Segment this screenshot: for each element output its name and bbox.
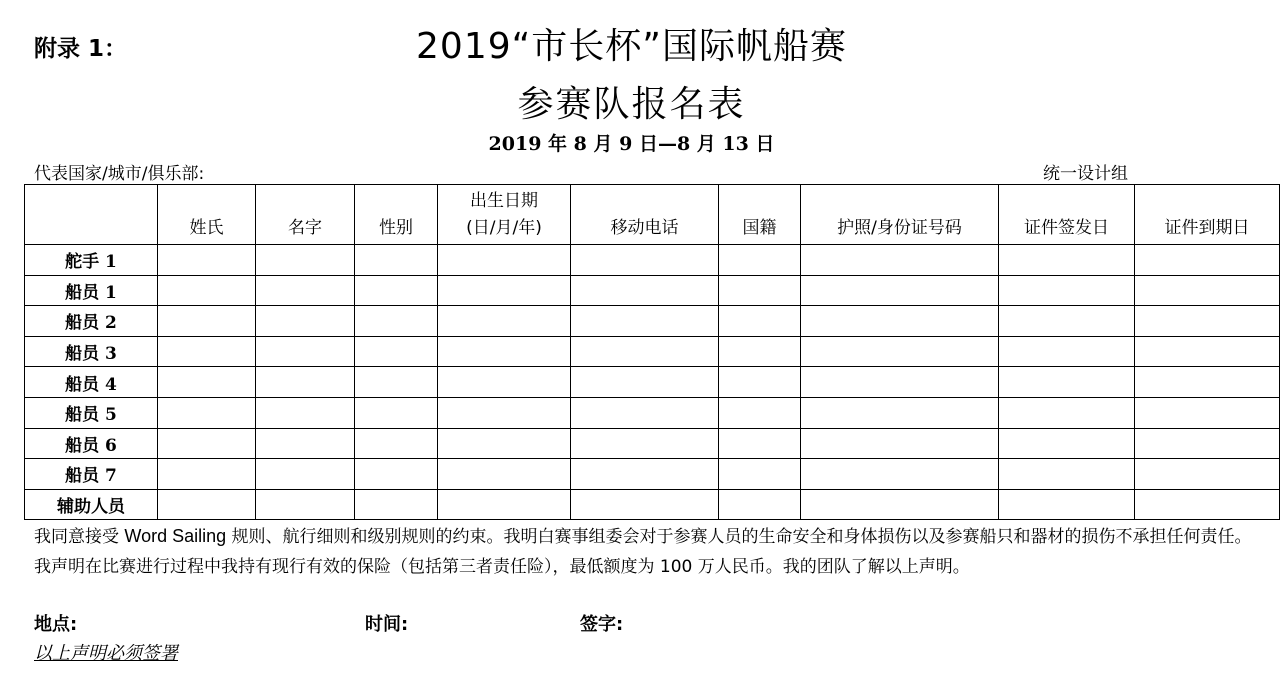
entry-cell[interactable] (719, 489, 801, 520)
entry-cell[interactable] (571, 275, 719, 306)
entry-cell[interactable] (438, 367, 571, 398)
entry-cell[interactable] (355, 306, 438, 337)
entry-cell[interactable] (571, 428, 719, 459)
table-row (25, 397, 1280, 428)
entry-cell[interactable] (158, 489, 256, 520)
entry-cell[interactable] (999, 336, 1135, 367)
declaration-text (34, 521, 1262, 582)
entry-cell[interactable] (158, 397, 256, 428)
entry-cell[interactable] (438, 306, 571, 337)
entry-cell[interactable] (719, 306, 801, 337)
must-sign-note: 以上声明必须签署 (34, 643, 178, 664)
location-label: 地点: (34, 614, 78, 635)
entry-cell[interactable] (355, 245, 438, 276)
column-header: 国籍 (719, 185, 801, 245)
entry-cell[interactable] (801, 397, 999, 428)
document-subtitle: 参赛队报名表 (517, 84, 746, 125)
entry-cell[interactable] (158, 275, 256, 306)
entry-cell[interactable] (256, 428, 355, 459)
column-header: 性别 (355, 185, 438, 245)
entry-cell[interactable] (355, 489, 438, 520)
entry-cell[interactable] (571, 489, 719, 520)
table-row (25, 336, 1280, 367)
event-dates: 2019 年 8 月 9 日—8 月 13 日 (488, 133, 775, 155)
entry-cell[interactable] (1135, 275, 1280, 306)
entry-cell[interactable] (801, 367, 999, 398)
registration-table (24, 184, 1280, 520)
entry-cell[interactable] (571, 367, 719, 398)
entry-cell[interactable] (571, 336, 719, 367)
entry-cell[interactable] (1135, 367, 1280, 398)
column-header: 证件到期日 (1135, 185, 1280, 245)
entry-cell[interactable] (1135, 245, 1280, 276)
entry-cell[interactable] (801, 489, 999, 520)
entry-cell[interactable] (355, 459, 438, 490)
entry-cell[interactable] (1135, 306, 1280, 337)
time-label: 时间: (365, 614, 409, 635)
entry-cell[interactable] (801, 306, 999, 337)
entry-cell[interactable] (999, 306, 1135, 337)
column-header: 出生日期 (日/月/年) (438, 185, 571, 245)
table-row (25, 489, 1280, 520)
entry-cell[interactable] (999, 245, 1135, 276)
appendix-label: 附录 1： (34, 36, 128, 62)
entry-cell[interactable] (719, 275, 801, 306)
representative-label: 代表国家/城市/俱乐部: (34, 164, 205, 184)
entry-cell[interactable] (438, 245, 571, 276)
entry-cell[interactable] (256, 367, 355, 398)
entry-cell[interactable] (438, 397, 571, 428)
row-label: 辅助人员 (25, 489, 158, 520)
entry-cell[interactable] (256, 275, 355, 306)
entry-cell[interactable] (355, 336, 438, 367)
row-label: 船员 5 (25, 397, 158, 428)
entry-cell[interactable] (158, 306, 256, 337)
entry-cell[interactable] (1135, 459, 1280, 490)
entry-cell[interactable] (999, 367, 1135, 398)
entry-cell[interactable] (1135, 489, 1280, 520)
entry-cell[interactable] (438, 275, 571, 306)
entry-cell[interactable] (571, 306, 719, 337)
table-row (25, 275, 1280, 306)
entry-cell[interactable] (999, 459, 1135, 490)
entry-cell[interactable] (801, 245, 999, 276)
entry-cell[interactable] (571, 397, 719, 428)
declaration-part2: 规则、航行细则和级别规则的约束。我明白赛事组委会对于参赛人员的生命安全和身体损伤以及参赛船只和器材的损伤不承担任何责任。我声明在比赛进行过程中我持有现行有效的保险（包括第三者责任险），最低额度为 100 万人民币。我的团队了解以上声明。 (34, 527, 1252, 577)
entry-cell[interactable] (158, 336, 256, 367)
entry-cell[interactable] (999, 489, 1135, 520)
entry-cell[interactable] (355, 397, 438, 428)
entry-cell[interactable] (158, 367, 256, 398)
row-label: 船员 4 (25, 367, 158, 398)
column-header: 证件签发日 (999, 185, 1135, 245)
entry-cell[interactable] (158, 428, 256, 459)
entry-cell[interactable] (256, 459, 355, 490)
entry-cell[interactable] (719, 397, 801, 428)
design-note: 统一设计组 (1043, 164, 1128, 184)
entry-cell[interactable] (999, 428, 1135, 459)
entry-cell[interactable] (438, 459, 571, 490)
header-blank-cell (25, 185, 158, 245)
entry-cell[interactable] (719, 245, 801, 276)
entry-cell[interactable] (1135, 428, 1280, 459)
entry-cell[interactable] (256, 489, 355, 520)
column-header: 移动电话 (571, 185, 719, 245)
entry-cell[interactable] (999, 275, 1135, 306)
entry-cell[interactable] (256, 306, 355, 337)
entry-cell[interactable] (801, 428, 999, 459)
row-label: 船员 7 (25, 459, 158, 490)
entry-cell[interactable] (438, 489, 571, 520)
document-title: 2019“市长杯”国际帆船赛 (416, 26, 847, 67)
entry-cell[interactable] (256, 336, 355, 367)
entry-cell[interactable] (355, 428, 438, 459)
entry-cell[interactable] (571, 459, 719, 490)
entry-cell[interactable] (438, 428, 571, 459)
entry-cell[interactable] (719, 428, 801, 459)
column-header: 名字 (256, 185, 355, 245)
entry-cell[interactable] (801, 336, 999, 367)
table-row (25, 459, 1280, 490)
row-label: 舵手 1 (25, 245, 158, 276)
row-label: 船员 6 (25, 428, 158, 459)
entry-cell[interactable] (571, 245, 719, 276)
row-label: 船员 1 (25, 275, 158, 306)
entry-cell[interactable] (438, 336, 571, 367)
signature-label: 签字: (580, 614, 624, 635)
declaration-part1: 我同意接受 (34, 527, 125, 547)
entry-cell[interactable] (719, 336, 801, 367)
entry-cell[interactable] (719, 367, 801, 398)
entry-cell[interactable] (801, 275, 999, 306)
table-row (25, 245, 1280, 276)
entry-cell[interactable] (158, 459, 256, 490)
table-header-row (25, 185, 1280, 245)
row-label: 船员 3 (25, 336, 158, 367)
entry-cell[interactable] (256, 245, 355, 276)
entry-cell[interactable] (355, 367, 438, 398)
table-row (25, 428, 1280, 459)
column-header: 姓氏 (158, 185, 256, 245)
entry-cell[interactable] (1135, 336, 1280, 367)
entry-cell[interactable] (1135, 397, 1280, 428)
table-row (25, 367, 1280, 398)
entry-cell[interactable] (256, 397, 355, 428)
entry-cell[interactable] (999, 397, 1135, 428)
row-label: 船员 2 (25, 306, 158, 337)
column-header: 护照/身份证号码 (801, 185, 999, 245)
entry-cell[interactable] (801, 459, 999, 490)
declaration-rules-name: Word Sailing (124, 526, 227, 546)
table-row (25, 306, 1280, 337)
entry-cell[interactable] (158, 245, 256, 276)
entry-cell[interactable] (719, 459, 801, 490)
entry-cell[interactable] (355, 275, 438, 306)
